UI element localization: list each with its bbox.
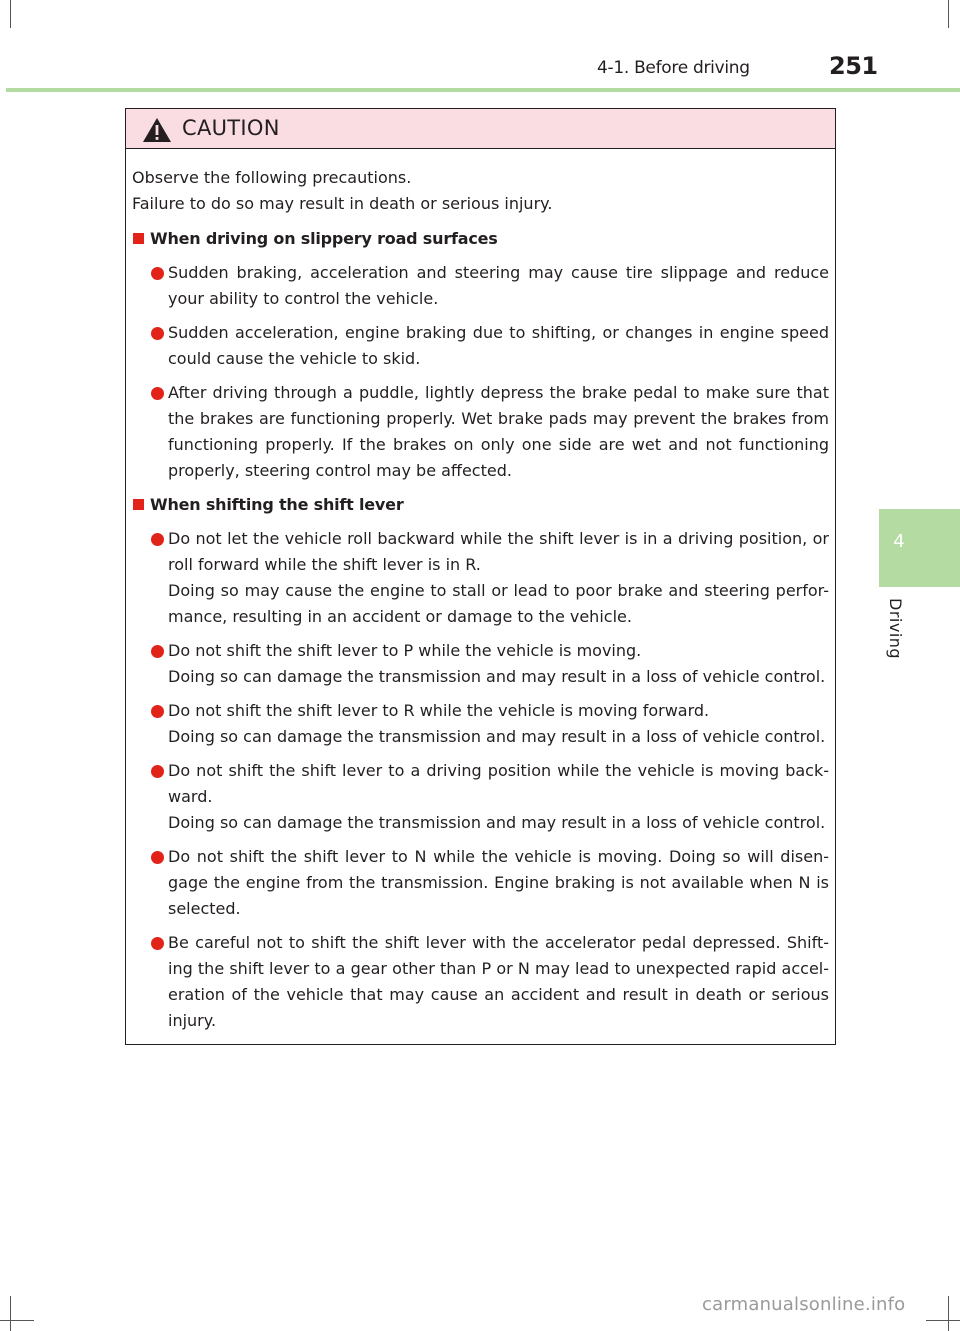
crop-mark [948,1296,949,1331]
chapter-label-container [874,598,924,668]
list-item-text: Do not shift the shift lever to a driving position while the vehicle is moving back-ward. [168,761,829,806]
intro-line: Observe the following precautions. [132,168,412,187]
list-item [132,380,829,484]
section-heading-text: When driving on slippery road surfaces [150,229,498,248]
list-item [132,758,829,836]
list-item-text: Be careful not to shift the shift lever with the accelerator pedal depressed. Shift-ing the shift lever to a gear other than P or N may lead to unexpected rapid accel-eration of the vehicle that may cause an accident and result in death or serious injury. [168,933,829,1030]
round-bullet-icon [151,267,164,280]
list-item-text: Do not shift the shift lever to R while the vehicle is moving forward. [168,701,710,720]
list-item-text: Sudden acceleration, engine braking due to shifting, or changes in engine speed could cause the vehicle to skid. [168,323,829,368]
crop-mark [948,0,949,28]
round-bullet-icon [151,645,164,658]
watermark: carmanualsonline.info [702,1294,906,1315]
intro-line: Failure to do so may result in death or serious injury. [132,194,553,213]
list-item [132,638,829,690]
square-bullet-icon [133,499,144,510]
list-item-text: Doing so can damage the transmission and may result in a loss of vehicle control. [168,667,826,686]
round-bullet-icon [151,765,164,778]
round-bullet-icon [151,705,164,718]
section-heading [132,492,829,518]
section-title: 4-1. Before driving [597,58,750,78]
list-item-text: Doing so may cause the engine to stall or lead to poor brake and steering perfor-mance, resulting in an accident or damage to the vehicle. [168,581,829,626]
page-number: 251 [829,52,878,80]
section-heading [132,226,829,252]
list-item-text: Doing so can damage the transmission and may result in a loss of vehicle control. [168,813,826,832]
list-item-text: Do not shift the shift lever to N while the vehicle is moving. Doing so will disen-gage the engine from the transmission. Engine braking is not available when N is selected. [168,847,829,918]
crop-mark [926,1320,960,1321]
header-rule [6,88,960,92]
round-bullet-icon [151,327,164,340]
list-item-text: Do not shift the shift lever to P while the vehicle is moving. [168,641,642,660]
round-bullet-icon [151,851,164,864]
list-item [132,320,829,372]
round-bullet-icon [151,387,164,400]
crop-mark [10,0,11,28]
section-heading-text: When shifting the shift lever [150,495,404,514]
chapter-tab [879,509,960,587]
round-bullet-icon [151,937,164,950]
list-item-text: After driving through a puddle, lightly depress the brake pedal to make sure that the brakes are functioning properly. Wet brake pads may prevent the brakes from functioning properly. If the brakes on only one side are wet and not functioning properly, steering control may be affected. [168,383,829,480]
caution-header [126,109,835,149]
caution-intro [132,165,829,217]
caution-title: CAUTION [182,116,280,140]
caution-body [132,165,829,1042]
list-item [132,526,829,630]
list-item-text: Doing so can damage the transmission and may result in a loss of vehicle control. [168,727,826,746]
list-item [132,698,829,750]
list-item [132,930,829,1034]
round-bullet-icon [151,533,164,546]
caution-box [125,108,836,1045]
square-bullet-icon [133,233,144,244]
crop-mark [10,1296,11,1331]
list-item [132,260,829,312]
list-item-text: Do not let the vehicle roll backward while the shift lever is in a driving position, or roll forward while the shift lever is in R. [168,529,829,574]
chapter-number: 4 [893,531,905,552]
chapter-label: Driving [886,598,905,660]
warning-triangle-icon [142,117,172,143]
list-item-text: Sudden braking, acceleration and steering may cause tire slippage and reduce your ability to control the vehicle. [168,263,829,308]
crop-mark [0,1320,34,1321]
list-item [132,844,829,922]
